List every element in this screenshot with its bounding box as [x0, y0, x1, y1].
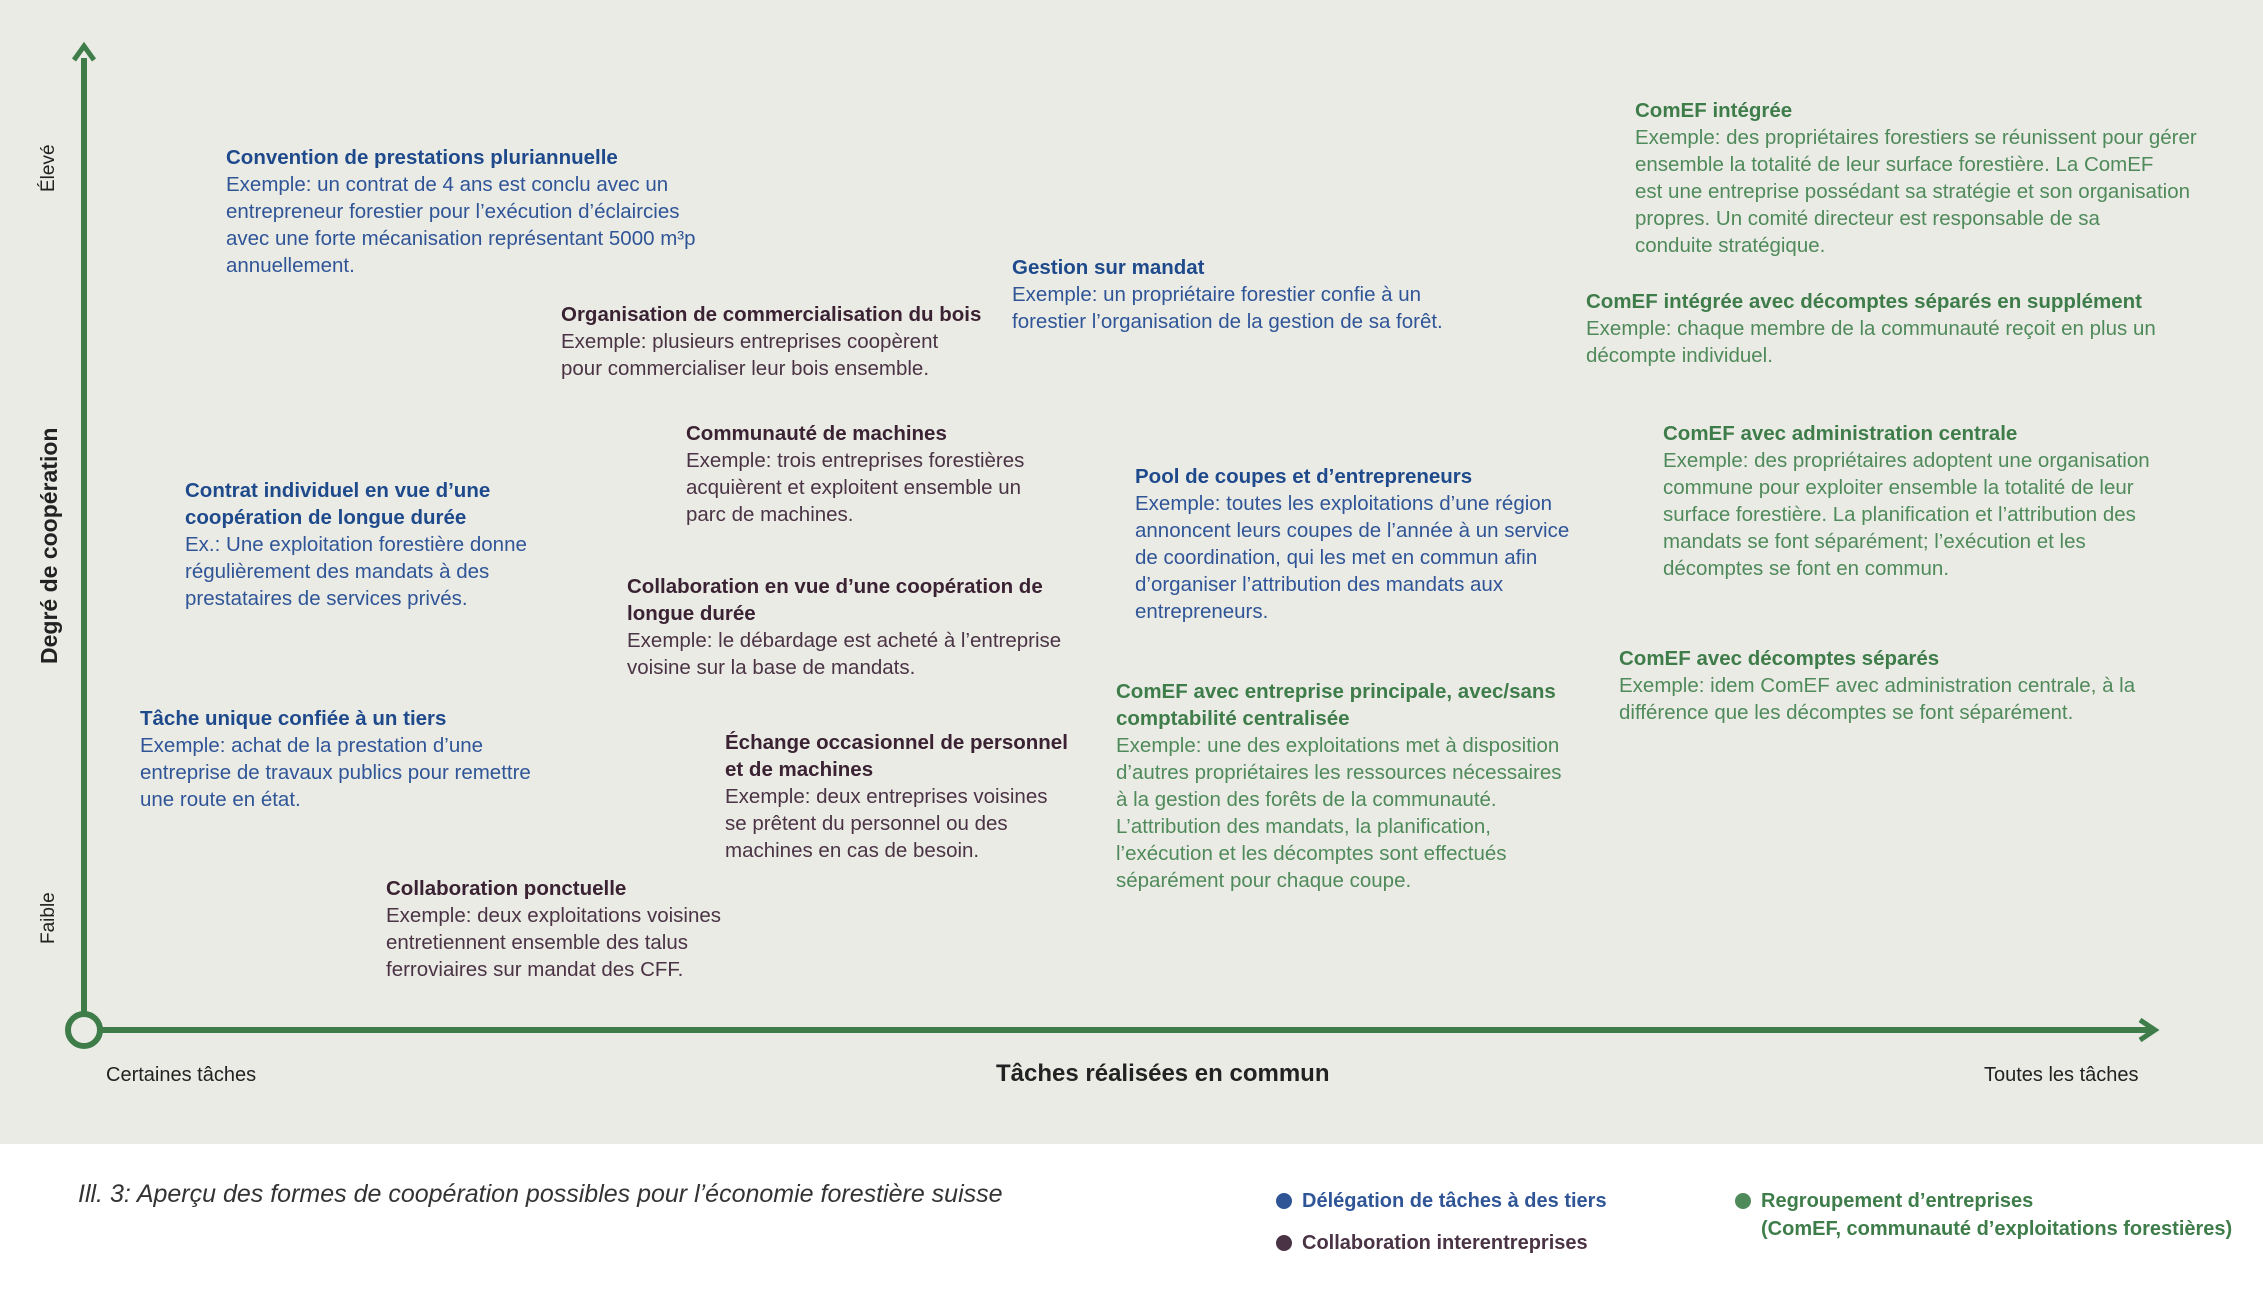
- item-collaboration-longue: [627, 573, 1061, 681]
- x-axis-right-label: Toutes les tâches: [1984, 1064, 2139, 1086]
- item-contrat-title: Contrat individuel en vue d’une coopération de longue durée: [185, 479, 491, 529]
- item-ponctuelle-title: Collaboration ponctuelle: [386, 877, 627, 900]
- item-communaute-title: Communauté de machines: [686, 422, 947, 445]
- item-echange-desc: Exemple: deux entreprises voisines se prêtent du personnel ou des machines en cas de besoin.: [725, 785, 1048, 862]
- item-echange: [725, 729, 1068, 864]
- figure-caption: Ill. 3: Aperçu des formes de coopération possibles pour l’économie forestière suisse: [78, 1180, 1003, 1208]
- legend-dot-blue: [1276, 1193, 1292, 1209]
- item-comef-integree-title: ComEF intégrée: [1635, 99, 1793, 122]
- item-communaute: [686, 420, 1024, 528]
- y-axis-high-label: Élevé: [38, 144, 59, 192]
- item-tache: [140, 705, 531, 813]
- item-comef-separes-title: ComEF avec décomptes séparés: [1619, 647, 1940, 670]
- item-communaute-desc: Exemple: trois entreprises forestières acquièrent et exploitent ensemble un parc de machines.: [686, 449, 1025, 526]
- legend-dot-plum: [1276, 1235, 1292, 1251]
- legend-regroupement: Regroupement d’entreprises (ComEF, communauté d’exploitations forestières): [1761, 1190, 2233, 1240]
- item-collaboration-longue-title: Collaboration en vue d’une coopération de longue durée: [627, 575, 1043, 625]
- item-convention: [226, 144, 696, 279]
- item-comef-integree: [1635, 97, 2197, 259]
- item-contrat: [185, 477, 527, 612]
- item-pool: [1135, 463, 1569, 625]
- item-pool-desc: Exemple: toutes les exploitations d’une région annoncent leurs coupes de l’année à un service de coordination, qui les met en commun afin d’organiser l’attribution des mandats aux entrepreneurs.: [1135, 492, 1570, 623]
- item-comef-supplement: [1586, 288, 2156, 369]
- item-comef-separes: [1619, 645, 2135, 726]
- item-ponctuelle: [386, 875, 721, 983]
- item-echange-title: Échange occasionnel de personnel et de machines: [725, 731, 1068, 781]
- y-axis-arrowhead: [74, 46, 94, 60]
- item-convention-title: Convention de prestations pluriannuelle: [226, 146, 618, 169]
- item-collaboration-longue-desc: Exemple: le débardage est acheté à l’entreprise voisine sur la base de mandats.: [627, 629, 1062, 679]
- item-organisation: [561, 301, 981, 382]
- x-axis-title: Tâches réalisées en commun: [996, 1060, 1330, 1087]
- legend-interentreprises: Collaboration interentreprises: [1302, 1232, 1588, 1254]
- legend-delegation: Délégation de tâches à des tiers: [1302, 1190, 1607, 1212]
- item-comef-supplement-desc: Exemple: chaque membre de la communauté reçoit en plus un décompte individuel.: [1586, 317, 2156, 367]
- item-comef-admin: [1663, 420, 2150, 582]
- item-comef-admin-desc: Exemple: des propriétaires adoptent une organisation commune pour exploiter ensemble la totalité de leur surface forestière. La planification et l’attribution des mandats se font séparément; l’exécution et les décomptes se font en commun.: [1663, 449, 2150, 580]
- item-comef-principale: [1116, 678, 1562, 894]
- item-pool-title: Pool de coupes et d’entrepreneurs: [1135, 465, 1473, 488]
- x-axis-left-label: Certaines tâches: [106, 1064, 257, 1086]
- item-comef-supplement-title: ComEF intégrée avec décomptes séparés en supplément: [1586, 290, 2142, 313]
- item-comef-admin-title: ComEF avec administration centrale: [1663, 422, 2018, 445]
- item-comef-principale-desc: Exemple: une des exploitations met à disposition d’autres propriétaires les ressources nécessaires à la gestion des forêts de la communauté. L’attribution des mandats, la planification, l’exécution et les décomptes sont effectués séparément pour chaque coupe.: [1116, 734, 1562, 892]
- item-comef-integree-desc: Exemple: des propriétaires forestiers se réunissent pour gérer ensemble la totalité de leur surface forestière. La ComEF est une entreprise possédant sa stratégie et son organisation propres. Un comité directeur est responsable de sa conduite stratégique.: [1635, 126, 2197, 257]
- item-comef-principale-title: ComEF avec entreprise principale, avec/sans comptabilité centralisée: [1116, 680, 1556, 730]
- legend-dot-green: [1735, 1193, 1751, 1209]
- item-comef-separes-desc: Exemple: idem ComEF avec administration centrale, à la différence que les décomptes se font séparément.: [1619, 674, 2136, 724]
- y-axis-low-label: Faible: [38, 892, 59, 944]
- item-convention-desc: Exemple: un contrat de 4 ans est conclu avec un entrepreneur forestier pour l’exécution d’éclaircies avec une forte mécanisation représentant 5000 m³p annuellement.: [226, 173, 696, 277]
- item-ponctuelle-desc: Exemple: deux exploitations voisines entretiennent ensemble des talus ferroviaires sur mandat des CFF.: [386, 904, 722, 981]
- item-gestion-desc: Exemple: un propriétaire forestier confie à un forestier l’organisation de la gestion de sa forêt.: [1012, 283, 1443, 333]
- item-organisation-desc: Exemple: plusieurs entreprises coopèrent pour commercialiser leur bois ensemble.: [561, 330, 939, 380]
- y-axis-title: Degré de coopération: [36, 427, 62, 664]
- axis-origin: [68, 1014, 100, 1046]
- item-gestion-title: Gestion sur mandat: [1012, 256, 1205, 279]
- item-gestion: [1012, 254, 1443, 335]
- item-organisation-title: Organisation de commercialisation du bois: [561, 303, 982, 326]
- item-contrat-desc: Ex.: Une exploitation forestière donne régulièrement des mandats à des prestataires de services privés.: [185, 533, 527, 610]
- item-tache-title: Tâche unique confiée à un tiers: [140, 707, 447, 730]
- item-tache-desc: Exemple: achat de la prestation d’une entreprise de travaux publics pour remettre une route en état.: [140, 734, 531, 811]
